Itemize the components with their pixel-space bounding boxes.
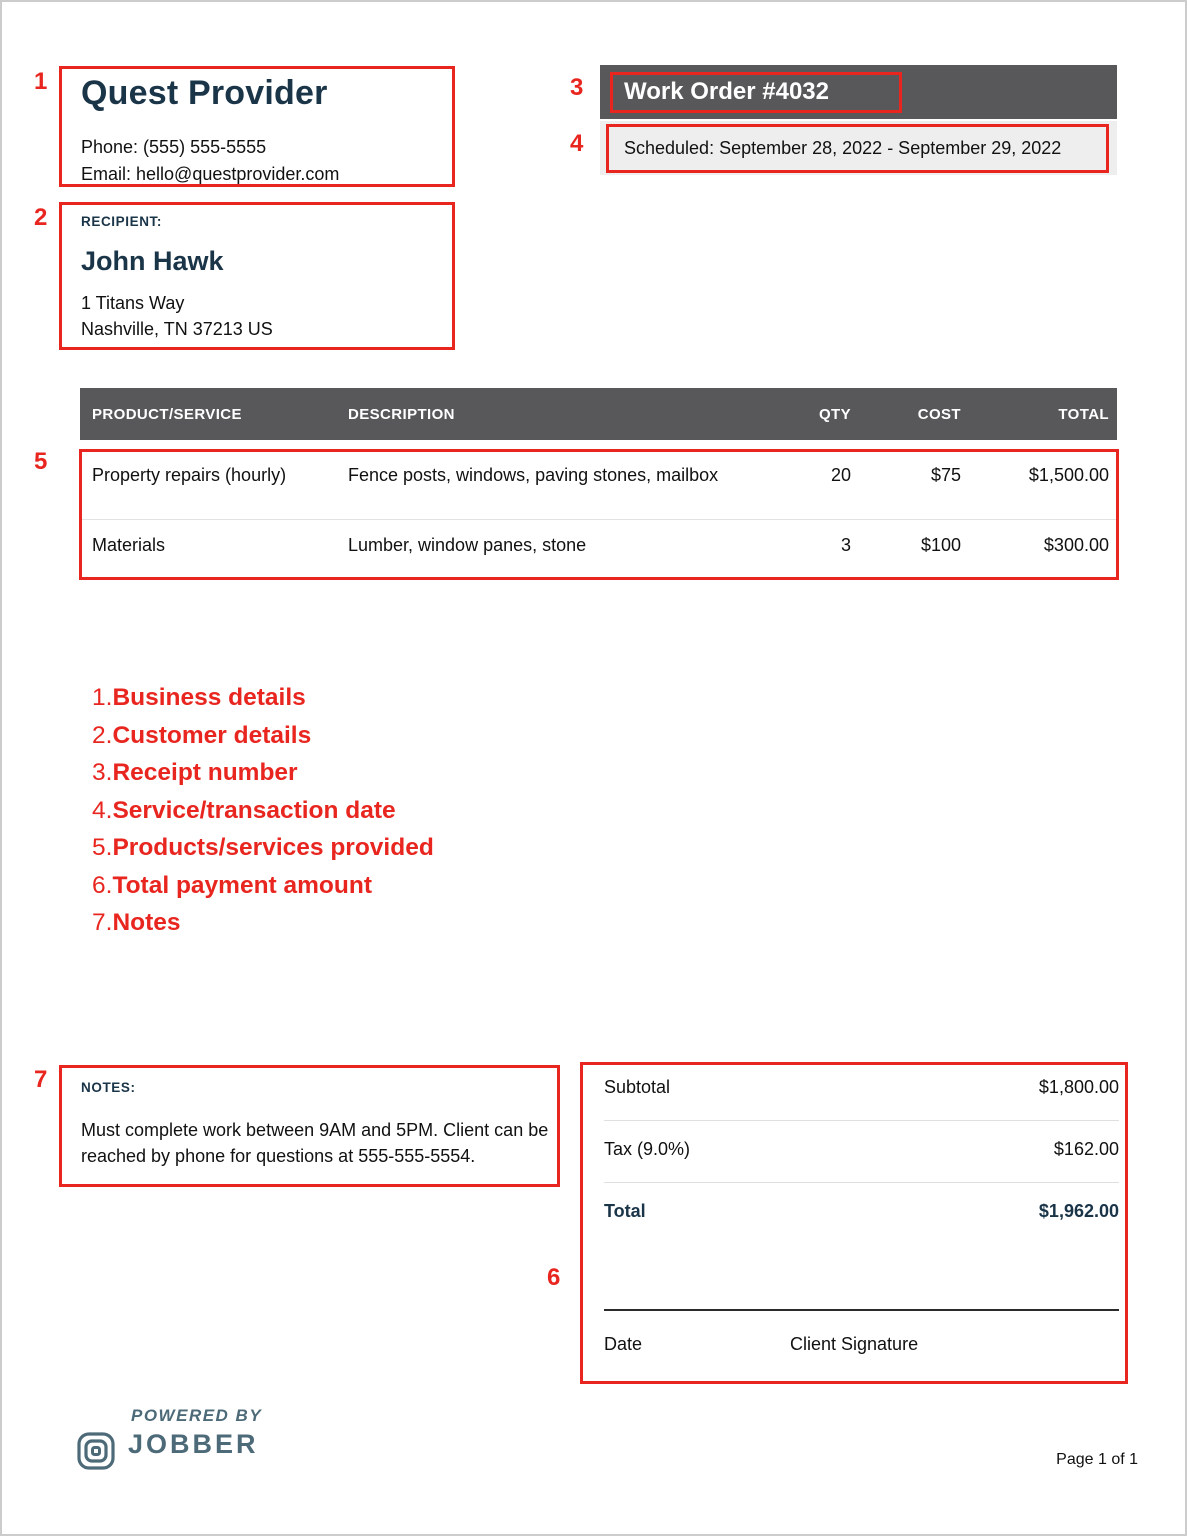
subtotal-value: $1,800.00 <box>1038 1077 1119 1097</box>
header-qty: QTY <box>818 405 851 423</box>
row-total: $1,500.00 <box>1028 465 1109 485</box>
work-order-title-bar <box>600 65 1117 119</box>
row-cost: $100 <box>920 535 961 555</box>
subtotal-label: Subtotal <box>604 1077 671 1097</box>
legend-item-notes: 7.Notes <box>92 909 181 936</box>
recipient-name: John Hawk <box>81 246 224 276</box>
notes-label: NOTES: <box>81 1080 136 1095</box>
table-row <box>80 520 1117 581</box>
annotation-marker-3: 3 <box>570 74 584 101</box>
items-table <box>80 388 1117 581</box>
annotation-legend <box>92 679 434 942</box>
scheduled-dates: Scheduled: September 28, 2022 - September 29, 2022 <box>624 137 1062 158</box>
header-cost: COST <box>917 405 961 423</box>
scheduled-bar <box>600 121 1117 175</box>
recipient-details <box>81 214 273 342</box>
business-phone: Phone: (555) 555-5555 <box>81 137 267 157</box>
row-description: Lumber, window panes, stone <box>348 535 587 555</box>
annotation-marker-2: 2 <box>34 204 48 231</box>
powered-by-text: POWERED BY <box>131 1406 263 1425</box>
notes-section <box>81 1080 565 1169</box>
items-table-header <box>80 388 1117 440</box>
header-description: DESCRIPTION <box>348 405 455 423</box>
divider <box>604 1182 1119 1183</box>
legend-item-customer-details: 2.Customer details <box>92 721 312 749</box>
date-label: Date <box>604 1334 643 1354</box>
notes-text: Must complete work between 9AM and 5PM. Client can be reached by phone for questions at 555-555-5554. <box>81 1120 549 1166</box>
annotation-marker-5: 5 <box>34 448 48 475</box>
jobber-wordmark: JOBBER <box>128 1429 259 1459</box>
header-product-service: PRODUCT/SERVICE <box>92 405 242 423</box>
business-name: Quest Provider <box>81 74 328 112</box>
page-number: Page 1 of 1 <box>1056 1451 1138 1468</box>
total-label: Total <box>604 1201 646 1221</box>
row-cost: $75 <box>930 465 961 485</box>
legend-item-service-date: 4.Service/transaction date <box>92 796 396 824</box>
legend-item-receipt-number: 3.Receipt number <box>92 759 298 786</box>
tax-row <box>604 1139 1119 1160</box>
annotation-marker-7: 7 <box>34 1066 48 1093</box>
table-row <box>80 450 1117 520</box>
row-qty: 20 <box>830 465 851 485</box>
annotation-marker-4: 4 <box>570 130 584 157</box>
header-total: TOTAL <box>1058 405 1109 423</box>
recipient-address-line2: Nashville, TN 37213 US <box>81 319 273 339</box>
divider <box>604 1120 1119 1121</box>
row-total: $300.00 <box>1043 535 1109 555</box>
business-email: Email: hello@questprovider.com <box>81 164 340 184</box>
business-details <box>81 74 339 188</box>
total-value: $1,962.00 <box>1038 1201 1119 1221</box>
total-row <box>604 1201 1119 1222</box>
totals-section <box>580 1062 1128 1384</box>
recipient-label: RECIPIENT: <box>81 214 163 229</box>
subtotal-row <box>604 1077 1119 1098</box>
annotation-marker-6: 6 <box>547 1264 561 1291</box>
jobber-logo-icon <box>77 1432 115 1470</box>
row-product: Property repairs (hourly) <box>92 465 287 485</box>
row-product: Materials <box>92 535 166 555</box>
client-signature-label: Client Signature <box>790 1334 919 1354</box>
tax-value: $162.00 <box>1053 1139 1119 1159</box>
legend-item-business-details: 1.Business details <box>92 684 306 711</box>
tax-label: Tax (9.0%) <box>604 1139 691 1159</box>
work-order-number: Work Order #4032 <box>624 78 829 105</box>
annotation-marker-1: 1 <box>34 68 48 95</box>
row-description: Fence posts, windows, paving stones, mailbox <box>348 465 719 485</box>
row-qty: 3 <box>840 535 851 555</box>
legend-item-products-services: 5.Products/services provided <box>92 834 434 861</box>
signature-line <box>604 1309 1119 1311</box>
legend-item-total-payment: 6.Total payment amount <box>92 871 372 899</box>
recipient-address-line1: 1 Titans Way <box>81 293 185 313</box>
